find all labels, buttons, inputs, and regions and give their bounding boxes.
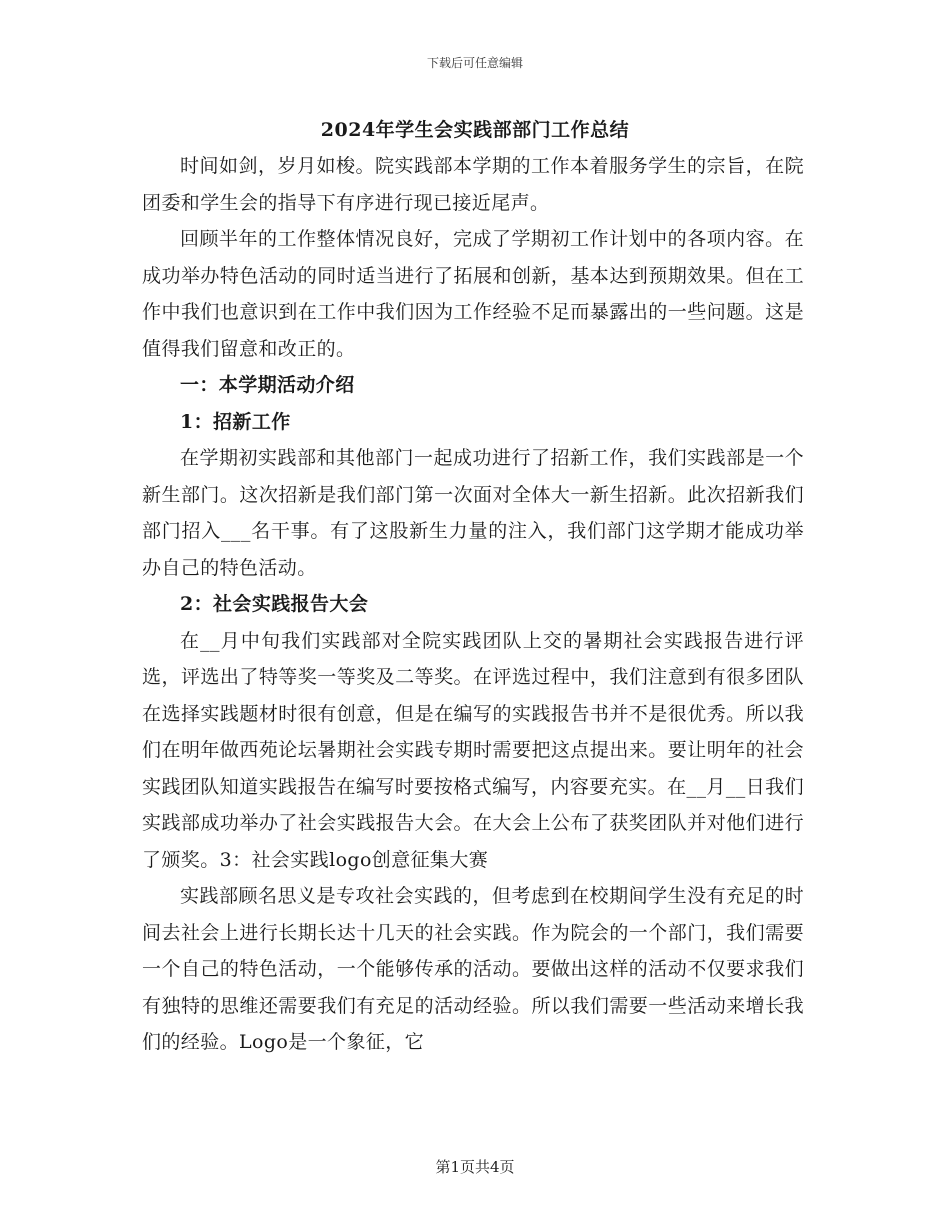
document-body	[142, 148, 804, 1061]
paragraph-logo-contest: 实践部顾名思义是专攻社会实践的，但考虑到在校期间学生没有充足的时间去社会上进行长期长达十几天的社会实践。作为院会的一个部门，我们需要一个自己的特色活动，一个能够传承的活动。要做出这样的活动不仅要求我们有独特的思维还需要我们有充足的活动经验。所以我们需要一些活动来增长我们的经验。Logo是一个象征，它	[142, 885, 804, 1053]
paragraph-practice-report: 在__月中旬我们实践部对全院实践团队上交的暑期社会实践报告进行评选，评选出了特等奖一等奖及二等奖。在评选过程中，我们注意到有很多团队在选择实践题材时很有创意，但是在编写的实践报告书并不是很优秀。所以我们在明年做西苑论坛暑期社会实践专期时需要把这点提出来。要让明年的社会实践团队知道实践报告在编写时要按格式编写，内容要充实。在__月__日我们实践部成功举办了社会实践报告大会。在大会上公布了获奖团队并对他们进行了颁奖。3：社会实践logo创意征集大赛	[142, 629, 804, 871]
subsection-heading-practice-report: 2：社会实践报告大会	[180, 593, 369, 615]
document-title: 2024年学生会实践部部门工作总结	[320, 119, 630, 141]
subsection-heading-recruitment: 1：招新工作	[180, 410, 291, 433]
page-header-note: 下载后可任意编辑	[426, 56, 523, 70]
page-footer-page-number: 第1页共4页	[435, 1158, 515, 1176]
paragraph-recruitment: 在学期初实践部和其他部门一起成功进行了招新工作，我们实践部是一个新生部门。这次招新是我们部门第一次面对全体大一新生招新。此次招新我们部门招入___名干事。有了这股新生力量的注入，我们部门这学期才能成功举办自己的特色活动。	[142, 447, 804, 579]
paragraph-review: 回顾半年的工作整体情况良好，完成了学期初工作计划中的各项内容。在成功举办特色活动的同时适当进行了拓展和创新，基本达到预期效果。但在工作中我们也意识到在工作中我们因为工作经验不足而暴露出的一些问题。这是值得我们留意和改正的。	[142, 228, 804, 360]
section-heading-activities: 一：本学期活动介绍	[180, 374, 355, 396]
paragraph-intro: 时间如剑，岁月如梭。院实践部本学期的工作本着服务学生的宗旨，在院团委和学生会的指导下有序进行现已接近尾声。	[142, 155, 804, 214]
